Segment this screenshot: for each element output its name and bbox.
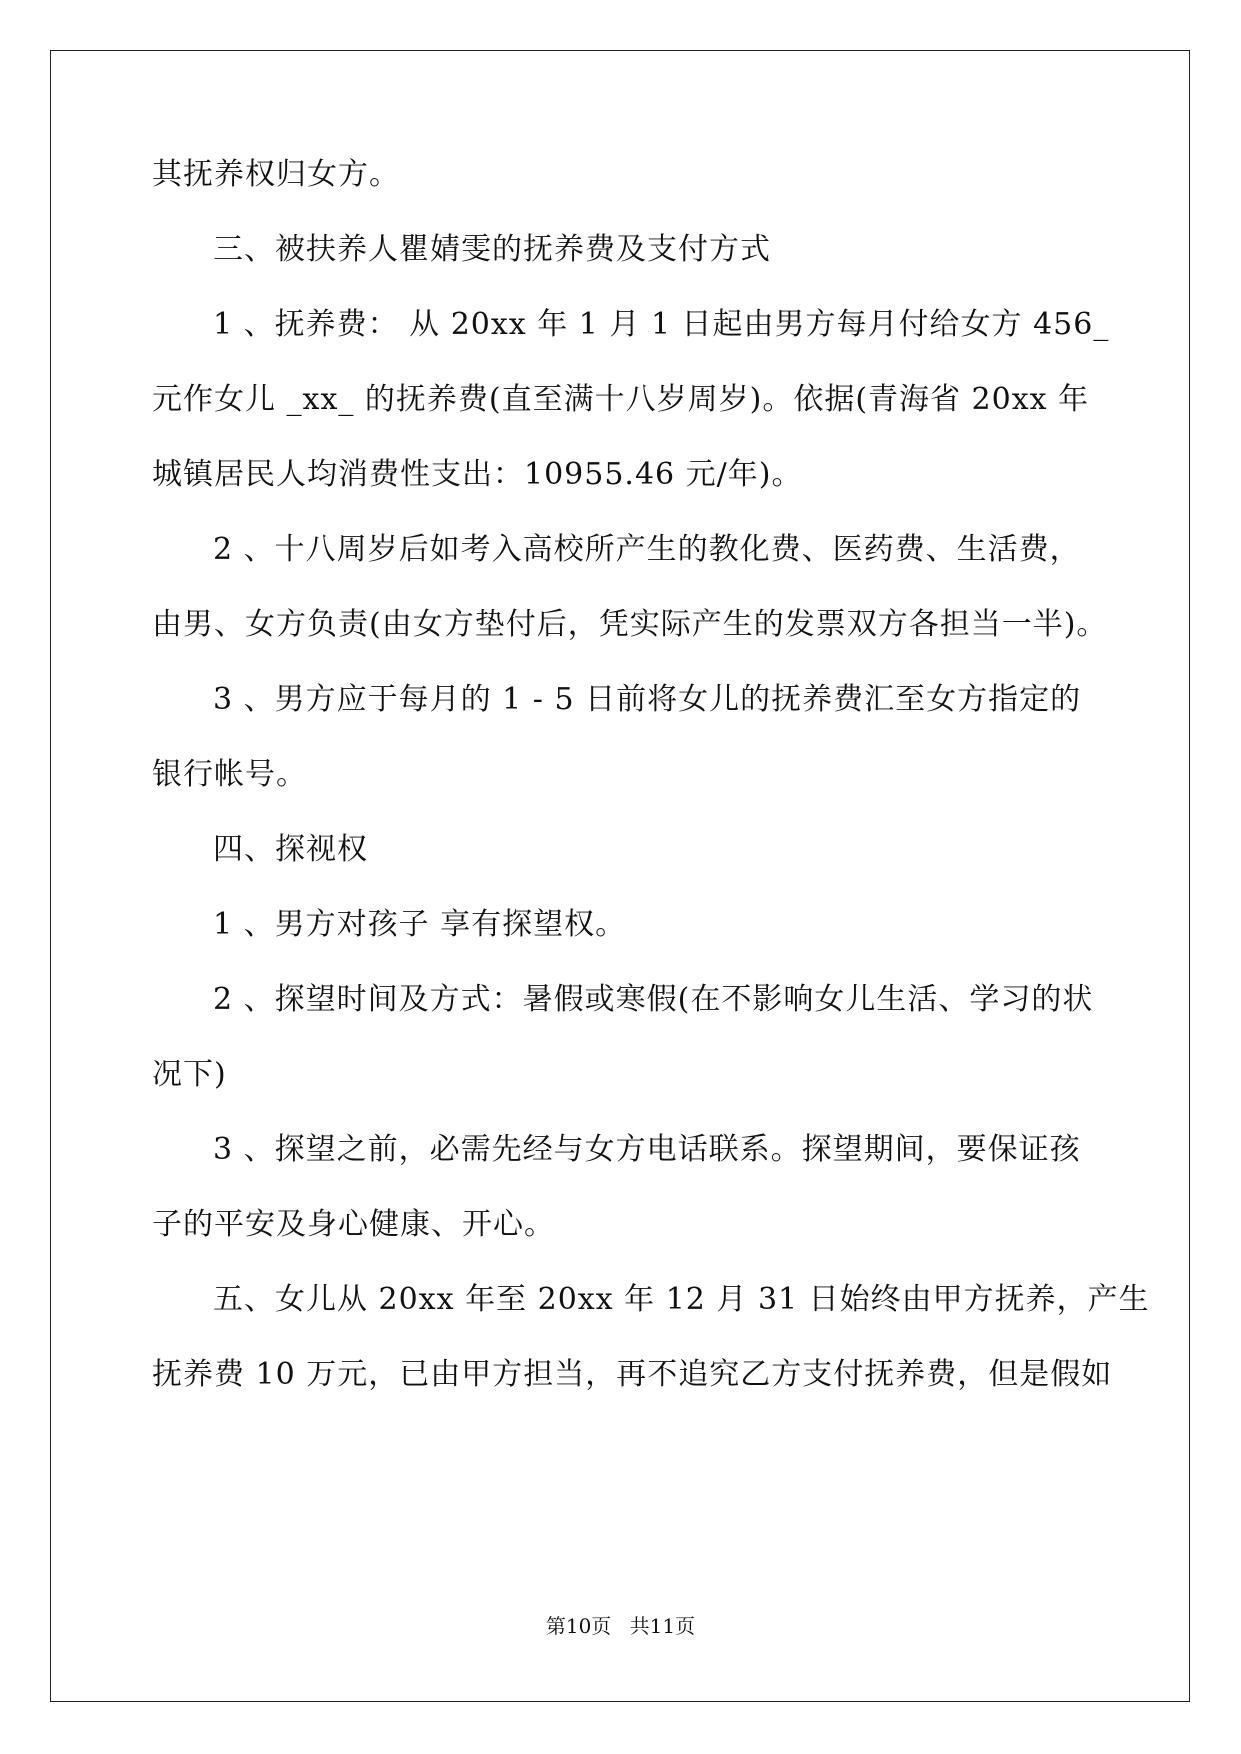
current-page-label: 第10页 (545, 1614, 612, 1638)
paragraph-line: 由男、女方负责(由女方垫付后，凭实际产生的发票双方各担当一半)。 (152, 607, 1108, 642)
paragraph-line: 城镇居民人均消费性支出：10955.46 元/年)。 (152, 457, 803, 492)
paragraph-line: 抚养费 10 万元，已由甲方担当，再不追究乙方支付抚养费，但是假如 (152, 1357, 1113, 1392)
paragraph-line: 其抚养权归女方。 (152, 157, 400, 192)
section-heading: 四、探视权 (213, 832, 368, 867)
paragraph-line: 3 、男方应于每月的 1 - 5 日前将女儿的抚养费汇至女方指定的 (213, 682, 1082, 717)
section-heading: 三、被扶养人瞿婧雯的抚养费及支付方式 (213, 232, 771, 267)
paragraph-line: 2 、十八周岁后如考入高校所产生的教化费、医药费、生活费， (213, 532, 1081, 567)
paragraph-line: 1 、抚养费： 从 20xx 年 1 月 1 日起由男方每月付给女方 456_ (213, 307, 1110, 342)
paragraph-line: 1 、男方对孩子 享有探望权。 (213, 907, 627, 942)
paragraph-line: 银行帐号。 (152, 757, 307, 792)
page-frame (50, 50, 1190, 1702)
paragraph-line: 子的平安及身心健康、开心。 (152, 1207, 555, 1242)
paragraph-line: 况下) (152, 1057, 227, 1092)
page-footer (0, 1612, 1241, 1640)
paragraph-line: 元作女儿 _xx_ 的抚养费(直至满十八岁周岁)。依据(青海省 20xx 年 (152, 382, 1090, 417)
paragraph-line: 3 、探望之前，必需先经与女方电话联系。探望期间，要保证孩 (213, 1132, 1081, 1167)
paragraph-line: 2 、探望时间及方式：暑假或寒假(在不影响女儿生活、学习的状 (213, 982, 1094, 1017)
total-pages-label: 共11页 (629, 1614, 696, 1638)
paragraph-line: 五、女儿从 20xx 年至 20xx 年 12 月 31 日始终由甲方抚养，产生 (213, 1282, 1150, 1317)
